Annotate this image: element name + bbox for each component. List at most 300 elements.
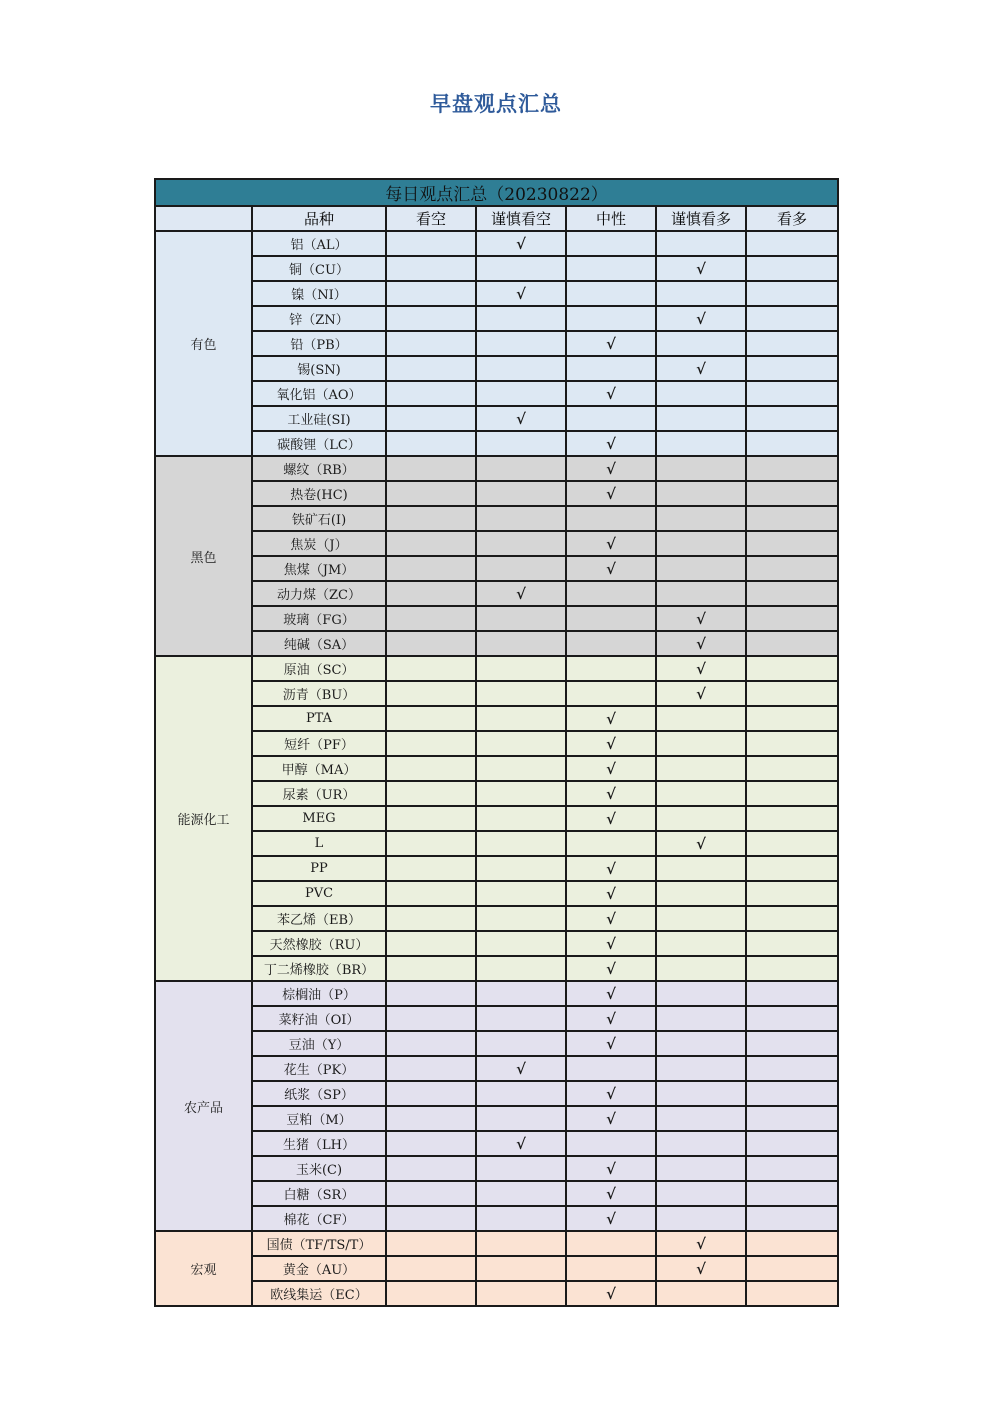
table-row (155, 1081, 838, 1106)
view-cell (746, 331, 838, 356)
variety-name: 原油（SC） (252, 656, 386, 681)
table-row (155, 381, 838, 406)
view-cell (746, 1006, 838, 1031)
variety-name: 螺纹（RB） (252, 456, 386, 481)
view-cell (566, 1281, 656, 1306)
variety-name: 碳酸锂（LC） (252, 431, 386, 456)
table-row (155, 881, 838, 906)
view-cell (656, 731, 746, 756)
view-cell (386, 731, 476, 756)
table-row (155, 581, 838, 606)
view-cell (386, 1206, 476, 1231)
check-mark-icon: √ (516, 584, 526, 603)
variety-name: 苯乙烯（EB） (252, 906, 386, 931)
view-cell (566, 931, 656, 956)
view-cell (656, 1031, 746, 1056)
check-mark-icon: √ (516, 1134, 526, 1153)
view-cell (476, 606, 566, 631)
view-cell (656, 506, 746, 531)
view-cell (656, 1131, 746, 1156)
view-cell (386, 381, 476, 406)
variety-name: 天然橡胶（RU） (252, 931, 386, 956)
view-cell (476, 381, 566, 406)
view-cell (656, 431, 746, 456)
check-mark-icon: √ (606, 784, 616, 803)
view-cell (656, 1056, 746, 1081)
check-mark-icon: √ (606, 384, 616, 403)
view-cell (566, 831, 656, 856)
variety-name: 铅（PB） (252, 331, 386, 356)
view-cell (746, 681, 838, 706)
view-cell (656, 1231, 746, 1256)
check-mark-icon: √ (606, 334, 616, 353)
table-row (155, 1206, 838, 1231)
view-cell (476, 1156, 566, 1181)
check-mark-icon: √ (606, 1159, 616, 1178)
table-row (155, 256, 838, 281)
table-row (155, 856, 838, 881)
view-cell (746, 1031, 838, 1056)
view-cell (566, 956, 656, 981)
variety-name: 花生（PK） (252, 1056, 386, 1081)
variety-name: 镍（NI） (252, 281, 386, 306)
view-cell (386, 231, 476, 256)
variety-name: 工业硅(SI) (252, 406, 386, 431)
variety-name: PTA (252, 706, 386, 731)
variety-name: 黄金（AU） (252, 1256, 386, 1281)
table-row (155, 606, 838, 631)
view-cell (746, 581, 838, 606)
view-cell (386, 331, 476, 356)
check-mark-icon: √ (606, 434, 616, 453)
view-cell (386, 706, 476, 731)
check-mark-icon: √ (606, 1184, 616, 1203)
table-row (155, 906, 838, 931)
view-cell (746, 706, 838, 731)
view-cell (566, 1106, 656, 1131)
table-row (155, 1256, 838, 1281)
table-row (155, 631, 838, 656)
view-cell (566, 706, 656, 731)
variety-name: 玻璃（FG） (252, 606, 386, 631)
table-row (155, 831, 838, 856)
view-cell (656, 706, 746, 731)
view-cell (386, 906, 476, 931)
view-cell (476, 556, 566, 581)
table-row (155, 1131, 838, 1156)
check-mark-icon: √ (606, 984, 616, 1003)
view-cell (386, 806, 476, 831)
view-cell (746, 356, 838, 381)
view-cell (566, 581, 656, 606)
variety-name: 玉米(C) (252, 1156, 386, 1181)
view-cell (656, 806, 746, 831)
view-cell (566, 356, 656, 381)
view-cell (566, 781, 656, 806)
view-cell (386, 781, 476, 806)
view-cell (566, 606, 656, 631)
variety-name: 棕榈油（P） (252, 981, 386, 1006)
table-row (155, 1181, 838, 1206)
view-cell (656, 881, 746, 906)
check-mark-icon: √ (606, 909, 616, 928)
view-cell (476, 1006, 566, 1031)
view-cell (566, 531, 656, 556)
view-cell (566, 1206, 656, 1231)
view-cell (566, 1256, 656, 1281)
variety-name: 锡(SN) (252, 356, 386, 381)
view-cell (656, 931, 746, 956)
view-cell (746, 656, 838, 681)
view-cell (566, 1156, 656, 1181)
view-cell (476, 706, 566, 731)
view-cell (476, 756, 566, 781)
variety-name: 焦炭（J） (252, 531, 386, 556)
table-row (155, 681, 838, 706)
view-cell (566, 631, 656, 656)
view-cell (566, 1231, 656, 1256)
page-title: 早盘观点汇总 (430, 92, 562, 116)
view-cell (386, 456, 476, 481)
view-cell (386, 256, 476, 281)
view-cell (476, 356, 566, 381)
check-mark-icon: √ (606, 884, 616, 903)
view-cell (746, 981, 838, 1006)
table-row (155, 1106, 838, 1131)
view-cell (476, 731, 566, 756)
check-mark-icon: √ (516, 234, 526, 253)
group-label: 能源化工 (155, 656, 252, 981)
view-cell (476, 531, 566, 556)
view-cell (476, 656, 566, 681)
table-row (155, 356, 838, 381)
check-mark-icon: √ (606, 1034, 616, 1053)
view-cell (746, 1281, 838, 1306)
view-cell (746, 781, 838, 806)
view-cell (656, 631, 746, 656)
view-cell (386, 481, 476, 506)
table-row (155, 1281, 838, 1306)
view-cell (476, 931, 566, 956)
daily-view-summary-table (154, 178, 839, 1307)
view-cell (746, 1081, 838, 1106)
check-mark-icon: √ (696, 259, 706, 278)
view-cell (476, 1231, 566, 1256)
view-cell (386, 556, 476, 581)
table-row (155, 481, 838, 506)
view-cell (566, 806, 656, 831)
view-cell (746, 1056, 838, 1081)
view-cell (476, 806, 566, 831)
view-cell (746, 1206, 838, 1231)
group-column-header (155, 206, 252, 231)
view-cell (746, 1106, 838, 1131)
view-cell (476, 906, 566, 931)
variety-name: PVC (252, 881, 386, 906)
variety-name: 欧线集运（EC） (252, 1281, 386, 1306)
check-mark-icon: √ (696, 1259, 706, 1278)
view-cell (386, 856, 476, 881)
table-row (155, 656, 838, 681)
view-cell (746, 431, 838, 456)
view-cell (746, 456, 838, 481)
view-cell (386, 356, 476, 381)
check-mark-icon: √ (696, 309, 706, 328)
view-cell (386, 831, 476, 856)
variety-name: 氧化铝（AO） (252, 381, 386, 406)
view-cell (386, 506, 476, 531)
view-cell (476, 1081, 566, 1106)
view-cell (476, 1131, 566, 1156)
view-cell (476, 256, 566, 281)
view-cell (386, 1256, 476, 1281)
variety-name: L (252, 831, 386, 856)
check-mark-icon: √ (696, 359, 706, 378)
variety-name: 纸浆（SP） (252, 1081, 386, 1106)
view-cell (476, 956, 566, 981)
view-cell (476, 1106, 566, 1131)
column-header-row (155, 206, 838, 231)
view-cell (656, 831, 746, 856)
view-cell (746, 631, 838, 656)
table-row (155, 506, 838, 531)
check-mark-icon: √ (606, 1209, 616, 1228)
view-cell (566, 256, 656, 281)
view-cell (656, 1006, 746, 1031)
check-mark-icon: √ (516, 1059, 526, 1078)
view-cell (656, 1156, 746, 1181)
view-cell (386, 306, 476, 331)
check-mark-icon: √ (696, 834, 706, 853)
table-row (155, 706, 838, 731)
view-cell (386, 531, 476, 556)
table-row (155, 556, 838, 581)
view-cell (476, 406, 566, 431)
view-cell (386, 1106, 476, 1131)
view-cell (386, 1131, 476, 1156)
variety-name: MEG (252, 806, 386, 831)
view-cell (386, 1081, 476, 1106)
table-row (155, 806, 838, 831)
view-cell (476, 331, 566, 356)
view-cell (386, 281, 476, 306)
view-cell (386, 956, 476, 981)
view-cell (566, 906, 656, 931)
view-cell (746, 1231, 838, 1256)
view-cell (566, 331, 656, 356)
view-cell (566, 981, 656, 1006)
check-mark-icon: √ (606, 1084, 616, 1103)
view-cell (566, 456, 656, 481)
table-row (155, 531, 838, 556)
table-row (155, 1156, 838, 1181)
view-cell (566, 281, 656, 306)
view-cell (656, 656, 746, 681)
view-cell (656, 356, 746, 381)
view-cell (476, 1256, 566, 1281)
view-cell (476, 1281, 566, 1306)
check-mark-icon: √ (606, 559, 616, 578)
check-mark-icon: √ (606, 1109, 616, 1128)
view-cell (656, 581, 746, 606)
view-cell (746, 1181, 838, 1206)
view-cell (746, 856, 838, 881)
view-cell (656, 1081, 746, 1106)
view-cell (746, 381, 838, 406)
table-row (155, 406, 838, 431)
view-cell (476, 1031, 566, 1056)
check-mark-icon: √ (606, 759, 616, 778)
view-cell (656, 781, 746, 806)
view-cell (476, 306, 566, 331)
variety-name: 白糖（SR） (252, 1181, 386, 1206)
view-cell (566, 556, 656, 581)
view-cell (476, 1181, 566, 1206)
view-cell (656, 981, 746, 1006)
view-cell (386, 406, 476, 431)
view-cell (566, 756, 656, 781)
view-cell (566, 856, 656, 881)
view-cell (476, 506, 566, 531)
view-cell (386, 931, 476, 956)
view-cell (566, 431, 656, 456)
variety-name: 棉花（CF） (252, 1206, 386, 1231)
view-cell (566, 1181, 656, 1206)
view-cell (386, 606, 476, 631)
variety-name: 动力煤（ZC） (252, 581, 386, 606)
table-row (155, 956, 838, 981)
view-cell (386, 1231, 476, 1256)
view-cell (566, 481, 656, 506)
view-cell (566, 231, 656, 256)
group-label: 宏观 (155, 1231, 252, 1306)
column-header-bearish: 看空 (386, 206, 476, 231)
view-cell (656, 681, 746, 706)
view-cell (746, 606, 838, 631)
view-cell (746, 306, 838, 331)
view-cell (566, 1131, 656, 1156)
view-cell (566, 1056, 656, 1081)
table-row (155, 231, 838, 256)
view-cell (656, 1106, 746, 1131)
check-mark-icon: √ (606, 484, 616, 503)
table-body (155, 231, 838, 1306)
table-row (155, 456, 838, 481)
view-cell (656, 281, 746, 306)
table-row (155, 981, 838, 1006)
view-cell (386, 1006, 476, 1031)
view-cell (746, 556, 838, 581)
view-cell (746, 731, 838, 756)
column-header-cautious-bullish: 谨慎看多 (656, 206, 746, 231)
view-cell (386, 881, 476, 906)
view-cell (656, 1206, 746, 1231)
view-cell (746, 256, 838, 281)
table-title: 每日观点汇总（20230822） (155, 179, 838, 206)
view-cell (386, 1031, 476, 1056)
view-cell (746, 531, 838, 556)
table-row (155, 1006, 838, 1031)
view-cell (656, 556, 746, 581)
variety-name: 沥青（BU） (252, 681, 386, 706)
view-cell (386, 681, 476, 706)
table-row (155, 1056, 838, 1081)
variety-name: 铁矿石(I) (252, 506, 386, 531)
table-row (155, 931, 838, 956)
view-cell (746, 406, 838, 431)
table-row (155, 306, 838, 331)
variety-name: 豆粕（M） (252, 1106, 386, 1131)
table-row (155, 781, 838, 806)
variety-name: 生猪（LH） (252, 1131, 386, 1156)
table-row (155, 731, 838, 756)
table-row (155, 331, 838, 356)
group-label: 有色 (155, 231, 252, 456)
view-cell (566, 306, 656, 331)
check-mark-icon: √ (606, 809, 616, 828)
view-cell (476, 1056, 566, 1081)
check-mark-icon: √ (606, 1009, 616, 1028)
view-cell (386, 631, 476, 656)
variety-name: 菜籽油（OI） (252, 1006, 386, 1031)
view-cell (476, 431, 566, 456)
table-row (155, 1031, 838, 1056)
view-cell (746, 481, 838, 506)
check-mark-icon: √ (696, 684, 706, 703)
view-cell (476, 831, 566, 856)
view-cell (746, 806, 838, 831)
view-cell (386, 1181, 476, 1206)
check-mark-icon: √ (606, 459, 616, 478)
view-cell (476, 981, 566, 1006)
variety-name: 铜（CU） (252, 256, 386, 281)
variety-name: 豆油（Y） (252, 1031, 386, 1056)
view-cell (746, 956, 838, 981)
view-cell (746, 831, 838, 856)
variety-name: 热卷(HC) (252, 481, 386, 506)
check-mark-icon: √ (696, 1234, 706, 1253)
view-cell (746, 1131, 838, 1156)
view-cell (476, 881, 566, 906)
view-cell (656, 331, 746, 356)
view-cell (656, 1181, 746, 1206)
view-cell (656, 1256, 746, 1281)
check-mark-icon: √ (516, 284, 526, 303)
check-mark-icon: √ (606, 859, 616, 878)
column-header-neutral: 中性 (566, 206, 656, 231)
view-cell (656, 906, 746, 931)
table-row (155, 756, 838, 781)
view-cell (656, 231, 746, 256)
check-mark-icon: √ (606, 934, 616, 953)
view-cell (476, 781, 566, 806)
view-cell (566, 1081, 656, 1106)
view-cell (476, 481, 566, 506)
check-mark-icon: √ (516, 409, 526, 428)
view-cell (656, 531, 746, 556)
variety-name: 尿素（UR） (252, 781, 386, 806)
view-cell (746, 1156, 838, 1181)
variety-name: 国债（TF/TS/T） (252, 1231, 386, 1256)
view-cell (386, 981, 476, 1006)
view-cell (656, 381, 746, 406)
variety-name: 铝（AL） (252, 231, 386, 256)
view-cell (476, 281, 566, 306)
view-cell (476, 456, 566, 481)
view-cell (746, 281, 838, 306)
view-cell (746, 231, 838, 256)
view-cell (566, 381, 656, 406)
